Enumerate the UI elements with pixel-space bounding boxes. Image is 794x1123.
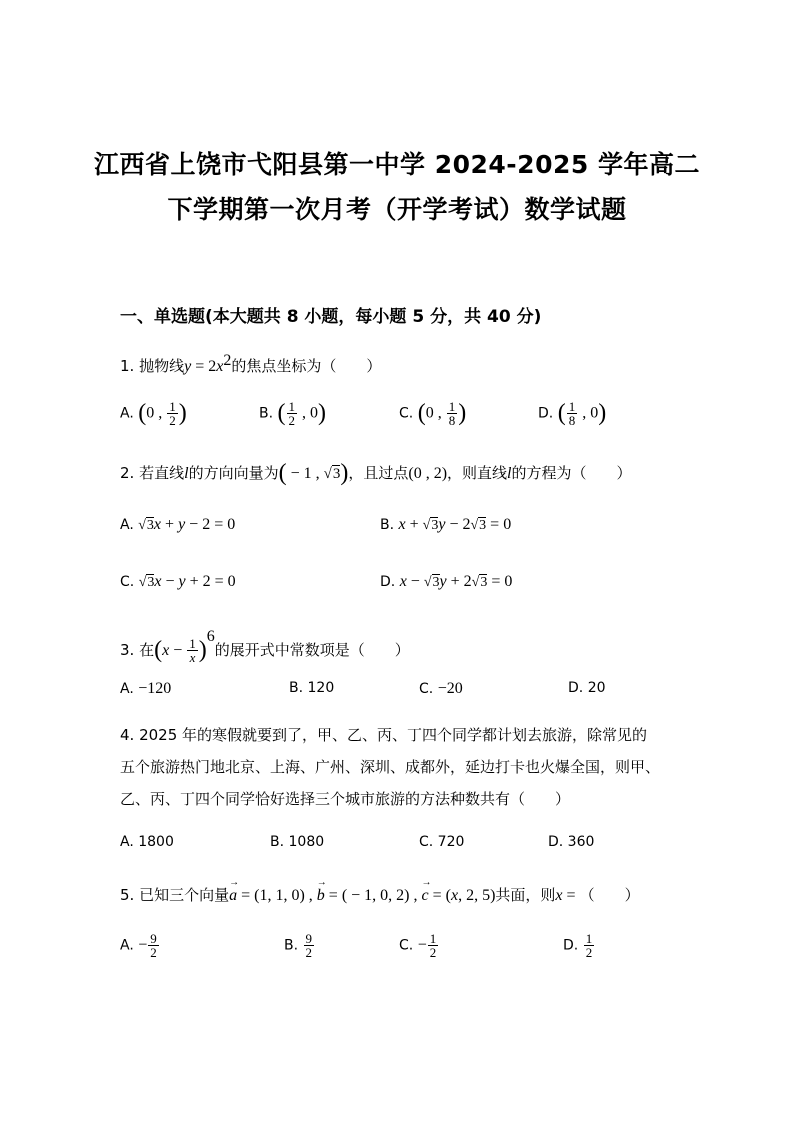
q4-option-c[interactable]: C. 720 [419,834,465,850]
question-4-line-2: 五个旅游热门地北京、上海、广州、深圳、成都外，延边打卡也火爆全国，则甲、 [120,758,661,776]
q3-option-d[interactable]: D. 20 [568,680,606,696]
section-heading-single-choice: 一、单选题(本大题共 8 小题，每小题 5 分，共 40 分) [120,307,542,327]
q5-option-b[interactable]: B. $\frac{9}{2}$ [284,931,313,960]
question-3: 3. 在(x − $\frac{1}{x}$ )$^6$的展开式中常数项是（ ） [120,628,410,665]
q1-option-a[interactable]: A. (0 , $\frac{1}{2}$ ) [120,399,187,428]
question-2: 2. 若直线l的方向向量为( − 1 , √3)，且过点(0 , 2)，则直线l的方程为（ ） [120,460,632,486]
q4-option-a[interactable]: A. 1800 [120,834,174,850]
question-4-line-3: 乙、丙、丁四个同学恰好选择三个城市旅游的方法种数共有（ ） [120,790,571,808]
q2-option-d[interactable]: D. x − √3y + 2√3 = 0 [380,573,513,590]
q1-option-b[interactable]: B. ( $\frac{1}{2}$ , 0) [259,399,327,428]
q5-option-d[interactable]: D. $\frac{1}{2}$ [563,931,593,960]
q1-option-d[interactable]: D. ( $\frac{1}{8}$ , 0) [538,399,607,428]
q5-option-c[interactable]: C. − $\frac{1}{2}$ [399,931,437,960]
question-1: 1. 抛物线$y = 2x^2$的焦点坐标为（ ） [120,352,382,375]
q2-option-c[interactable]: C. √3x − y + 2 = 0 [120,573,236,590]
question-number: 1. [120,357,135,375]
q4-option-d[interactable]: D. 360 [548,834,595,850]
q2-option-a[interactable]: A. √3x + y − 2 = 0 [120,516,236,533]
question-4-line-1: 4. 2025 年的寒假就要到了，甲、乙、丙、丁四个同学都计划去旅游，除常见的 [120,726,648,744]
q3-option-a[interactable]: A. −120 [120,680,172,697]
question-5: 5. 已知三个向量→ a = (1, 1, 0) , → b = ( − 1, 0, 2) , → c = (x, 2, 5)共面，则x = （ ） [120,884,640,905]
q4-option-b[interactable]: B. 1080 [270,834,325,850]
q3-option-c[interactable]: C. −20 [419,680,463,697]
q3-option-b[interactable]: B. 120 [289,680,335,696]
q5-option-a[interactable]: A. − $\frac{9}{2}$ [120,931,157,960]
q2-option-b[interactable]: B. x + √3y − 2√3 = 0 [380,516,512,533]
question-text: 的焦点坐标为（ ） [231,357,382,375]
title-line-1: 江西省上饶市弋阳县第一中学 2024-2025 学年高二 [94,150,700,179]
question-text: 抛物线 [139,357,185,375]
math-expression: y [184,358,192,375]
q1-option-c[interactable]: C. (0 , $\frac{1}{8}$ ) [399,399,467,428]
title-line-2: 下学期第一次月考（开学考试）数学试题 [167,195,627,224]
